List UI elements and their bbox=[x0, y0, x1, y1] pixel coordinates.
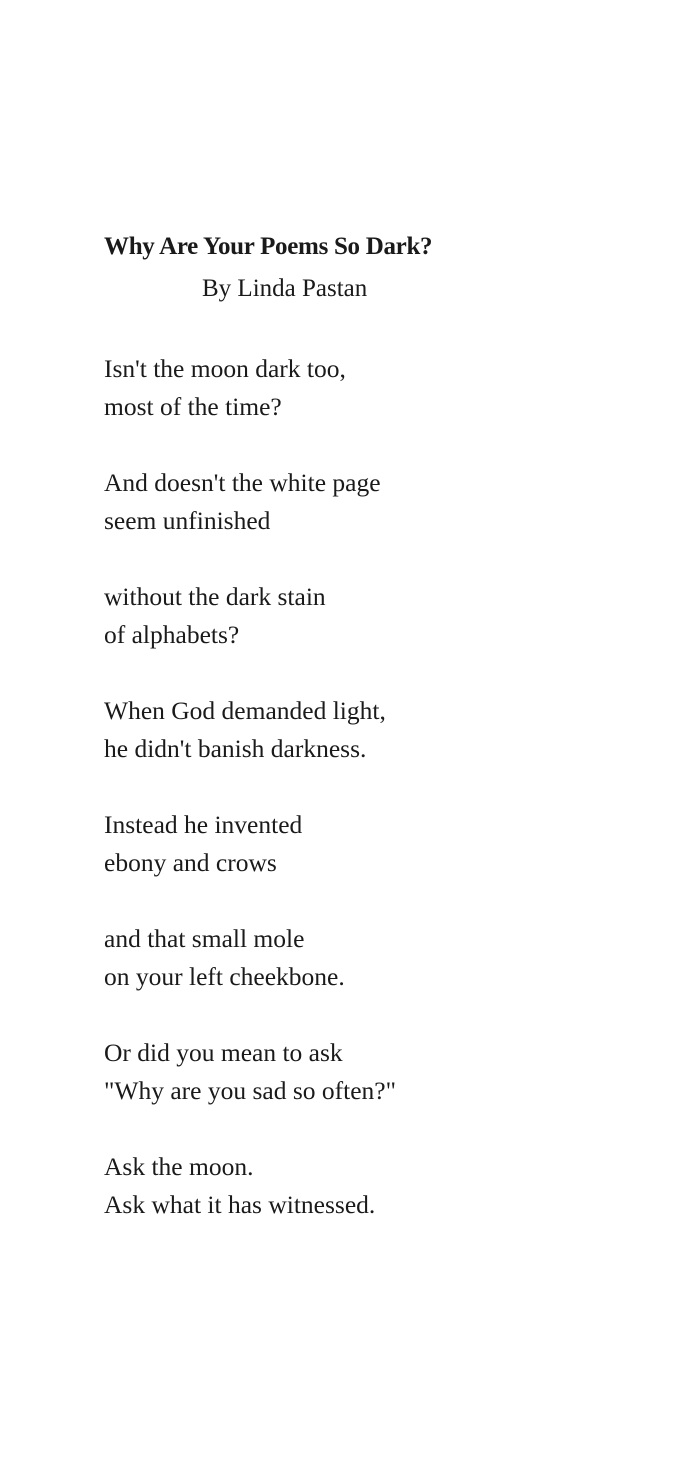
poem-line: Ask the moon. bbox=[104, 1152, 254, 1181]
poem-body bbox=[104, 350, 644, 1262]
poem-line: When God demanded light, bbox=[104, 696, 386, 725]
poem-line: And doesn't the white page bbox=[104, 468, 381, 497]
stanza-5 bbox=[104, 806, 644, 882]
stanza-8 bbox=[104, 1148, 644, 1224]
poem-line: without the dark stain bbox=[104, 582, 326, 611]
stanza-3 bbox=[104, 578, 644, 654]
poem-line: he didn't banish darkness. bbox=[104, 734, 367, 763]
poem-line: and that small mole bbox=[104, 924, 305, 953]
stanza-2 bbox=[104, 464, 644, 540]
poem-line: seem unfinished bbox=[104, 506, 271, 535]
poem-author: By Linda Pastan bbox=[202, 275, 368, 302]
poem-title: Why Are Your Poems So Dark? bbox=[104, 233, 433, 260]
poem-line: on your left cheekbone. bbox=[104, 962, 345, 991]
poem-line: Isn't the moon dark too, bbox=[104, 354, 346, 383]
stanza-1 bbox=[104, 350, 644, 426]
poem-line: "Why are you sad so often?" bbox=[104, 1076, 397, 1105]
stanza-6 bbox=[104, 920, 644, 996]
stanza-7 bbox=[104, 1034, 644, 1110]
poem-line: of alphabets? bbox=[104, 620, 240, 649]
poem-line: most of the time? bbox=[104, 392, 282, 421]
stanza-4 bbox=[104, 692, 644, 768]
poem-line: ebony and crows bbox=[104, 848, 277, 877]
poem-line: Instead he invented bbox=[104, 810, 303, 839]
poem-line: Or did you mean to ask bbox=[104, 1038, 343, 1067]
poem-line: Ask what it has witnessed. bbox=[104, 1190, 376, 1219]
